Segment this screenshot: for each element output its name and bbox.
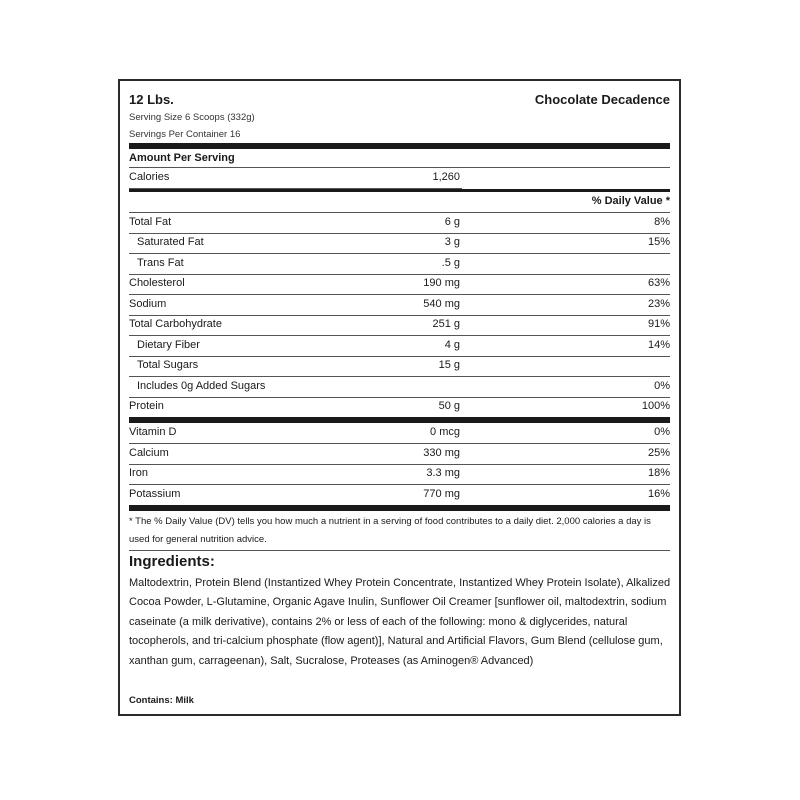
vitamin-row-calcium [129,444,670,464]
nutrient-row-protein [129,397,670,417]
nutrient-amount: 15 g [438,359,460,371]
divider [129,550,670,551]
nutrient-dv: 8% [654,216,670,228]
nutrient-amount: 50 g [438,400,460,412]
nutrient-row-sodium [129,295,670,315]
vitamin-row-vitamin-d [129,423,670,443]
vitamin-name: Potassium [129,488,181,500]
nutrient-dv: 23% [647,298,670,310]
divider-thick [129,505,670,511]
serving-size: Serving Size 6 Scoops (332g) [129,112,255,123]
vitamin-amount: 770 mg [423,488,460,500]
vitamin-row-potassium [129,485,670,505]
nutrient-name: Cholesterol [129,277,185,289]
nutrient-name: Total Carbohydrate [129,318,222,330]
allergen-statement: Contains: Milk [129,695,194,706]
ingredients-title: Ingredients: [129,553,215,570]
vitamin-row-iron [129,464,670,484]
nutrient-name: Includes 0g Added Sugars [137,380,266,392]
nutrient-name: Total Sugars [137,359,199,371]
nutrient-dv: 100% [641,400,670,412]
nutrient-name: Total Fat [129,216,172,228]
nutrient-row-total-fat [129,213,670,233]
divider-thick [129,143,670,149]
nutrient-amount: 190 mg [423,277,460,289]
daily-value-footnote: * The % Daily Value (DV) tells you how much a nutrient in a serving of food contributes to a daily diet. 2,000 calories a day is used for general nutrition advice. [129,516,651,545]
daily-value-header: % Daily Value * [591,195,670,207]
calories-label: Calories [129,171,170,183]
nutrient-amount: 4 g [444,339,460,351]
nutrient-row-trans-fat [129,254,670,274]
nutrient-name: Trans Fat [137,257,184,269]
vitamin-name: Vitamin D [129,426,177,438]
nutrient-dv: 63% [647,277,670,289]
flavor-name: Chocolate Decadence [534,92,670,107]
nutrient-amount: .5 g [441,257,460,269]
servings-per-container: Servings Per Container 16 [129,129,241,140]
nutrient-row-dietary-fiber [129,336,670,356]
vitamin-dv: 0% [654,426,670,438]
nutrient-row-saturated-fat [129,233,670,253]
nutrient-name: Saturated Fat [137,236,204,248]
vitamin-name: Calcium [129,447,169,459]
ingredients-text: Maltodextrin, Protein Blend (Instantized Whey Protein Concentrate, Instantized Whey Protein Isolate), Alkalized Cocoa Powder, L-Glutamine, Organic Agave Inulin, Sunflower Oil Creamer [sunflower oil, maltodextrin, sodium caseinate (a milk derivative), contains 2% or less of each of the following: mono & diglycerides, natural tocopherols, and tri-calcium phosphate (flow agent)], Natural and Artificial Flavors, Gum Blend (cellulose gum, xanthan gum, carrageenan), Salt, Sucralose, Proteases (as Aminogen® Advanced) [129,577,671,667]
calories-value: 1,260 [432,171,460,183]
vitamin-amount: 330 mg [423,447,460,459]
nutrient-row-total-sugars [129,356,670,376]
vitamin-name: Iron [129,467,148,479]
divider-medium [129,189,670,192]
nutrient-amount: 6 g [444,216,460,228]
nutrient-row-total-carbohydrate [129,315,670,335]
nutrient-amount: 540 mg [423,298,460,310]
vitamin-dv: 25% [647,447,670,459]
container-size: 12 Lbs. [129,92,174,107]
nutrient-name: Protein [129,400,164,412]
calories-row [129,168,670,188]
vitamin-dv: 16% [647,488,670,500]
nutrient-dv: 0% [654,380,670,392]
vitamin-dv: 18% [647,467,670,479]
nutrient-dv: 14% [647,339,670,351]
nutrition-facts-panel [118,79,681,716]
nutrient-dv: 91% [647,318,670,330]
nutrient-amount: 3 g [444,236,460,248]
vitamin-amount: 3.3 mg [426,467,460,479]
nutrient-amount: 251 g [432,318,460,330]
nutrient-dv: 15% [647,236,670,248]
vitamin-amount: 0 mcg [430,426,460,438]
nutrient-row-cholesterol [129,274,670,294]
nutrient-name: Sodium [129,298,167,310]
nutrient-row-added-sugars [129,377,670,397]
nutrient-name: Dietary Fiber [137,339,200,351]
amount-per-serving-label: Amount Per Serving [129,152,235,164]
